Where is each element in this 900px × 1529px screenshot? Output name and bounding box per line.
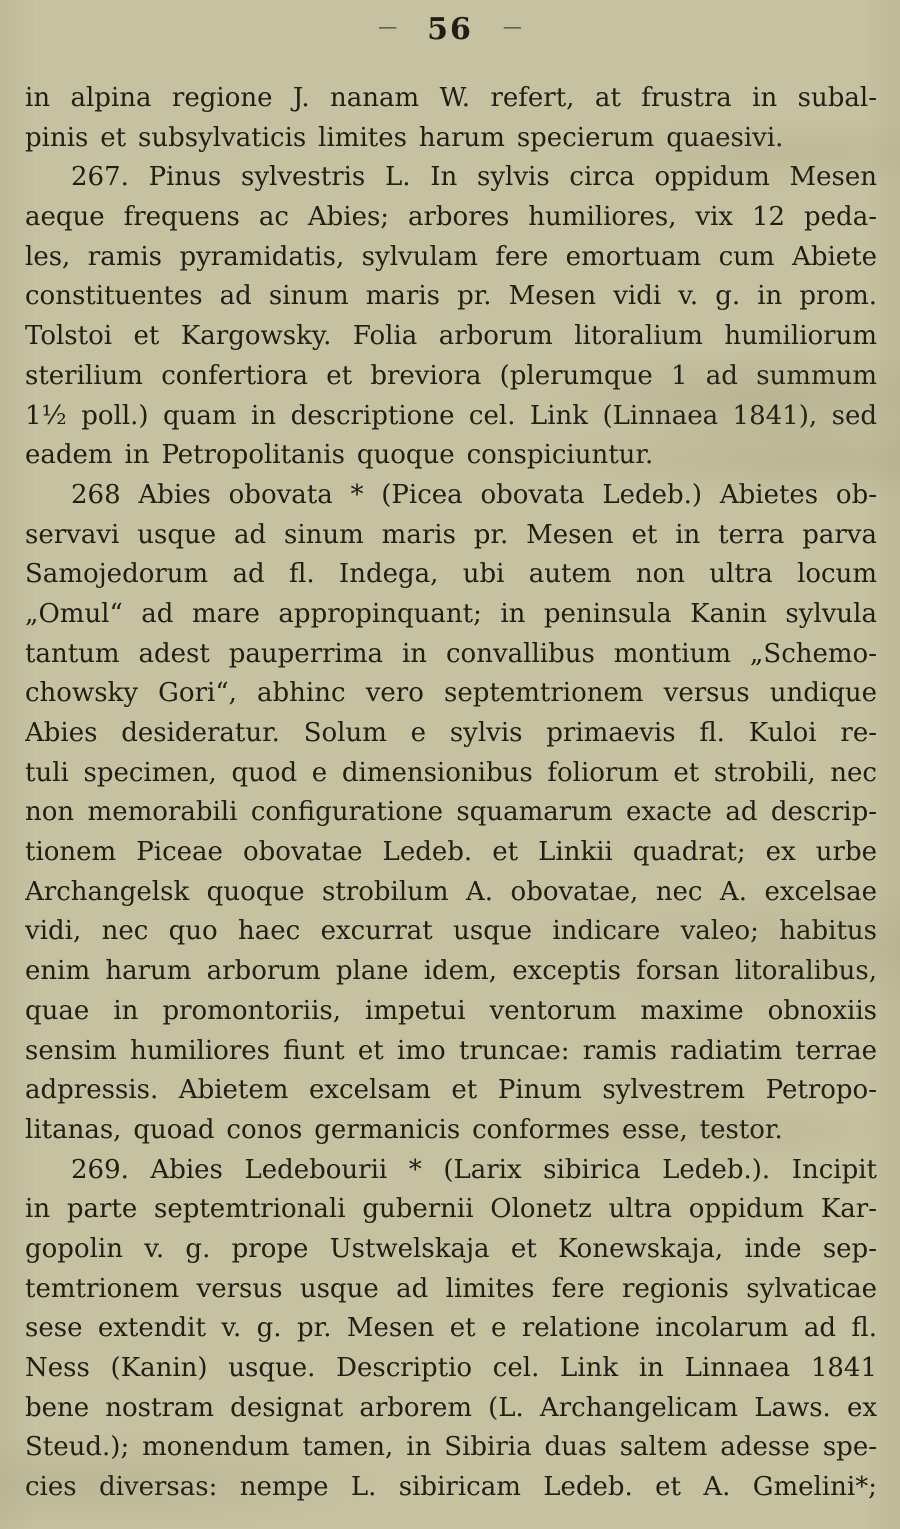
text-line: 267. Pinus sylvestris L. In sylvis circa oppidum Mesen	[71, 162, 877, 193]
text-line: Ness (Kanin) usque. Descriptio cel. Link in Linnaea 1841	[25, 1353, 877, 1383]
header-dash-right: —	[502, 15, 522, 38]
text-line: adpressis. Abietem excelsam et Pinum sylvestrem Petropo-	[25, 1075, 877, 1106]
text-line: in parte septemtrionali gubernii Olonetz ultra oppidum Kar-	[25, 1194, 877, 1225]
text-line: servavi usque ad sinum maris pr. Mesen et in terra parva	[25, 519, 877, 550]
header-dash-left: —	[378, 15, 398, 38]
page-header	[0, 12, 900, 47]
text-line: Abies desideratur. Solum e sylvis primaevis fl. Kuloi re-	[25, 718, 877, 748]
page-number: 56	[427, 12, 473, 47]
text-line: temtrionem versus usque ad limites fere regionis sylvaticae	[25, 1273, 877, 1304]
text-line: sese extendit v. g. pr. Mesen et e relatione incolarum ad fl.	[25, 1313, 877, 1344]
text-line: tantum adest pauperrima in convallibus montium „Schemo-	[25, 638, 877, 669]
text-line: quae in promontoriis, impetui ventorum maxime obnoxiis	[25, 995, 877, 1026]
text-line: „Omul“ ad mare appropinquant; in peninsula Kanin sylvula	[25, 598, 877, 629]
text-line: sterilium confertiora et breviora (plerumque 1 ad summum	[25, 360, 877, 391]
text-line: les, ramis pyramidatis, sylvulam fere emortuam cum Abiete	[25, 241, 877, 272]
text-line: sensim humiliores fiunt et imo truncae: ramis radiatim terrae	[25, 1035, 877, 1066]
text-line: pinis et subsylvaticis limites harum specierum quaesivi.	[25, 122, 784, 153]
text-line: gopolin v. g. prope Ustwelskaja et Konewskaja, inde sep-	[25, 1233, 877, 1264]
text-line: litanas, quoad conos germanicis conformes esse, testor.	[25, 1114, 783, 1145]
text-line: Steud.); monendum tamen, in Sibiria duas saltem adesse spe-	[25, 1432, 877, 1463]
text-line: non memorabili configuratione squamarum exacte ad descrip-	[25, 797, 877, 828]
text-line: tionem Piceae obovatae Ledeb. et Linkii quadrat; ex urbe	[25, 837, 877, 868]
text-line: 268 Abies obovata * (Picea obovata Ledeb.) Abietes ob-	[71, 479, 877, 510]
text-line: eadem in Petropolitanis quoque conspiciuntur.	[25, 440, 654, 471]
text-line: tuli specimen, quod e dimensionibus foliorum et strobili, nec	[25, 757, 877, 788]
text-line: bene nostram designat arborem (L. Archangelicam Laws. ex	[25, 1392, 877, 1423]
text-line: 1½ poll.) quam in descriptione cel. Link (Linnaea 1841), sed	[25, 400, 877, 431]
text-line: Tolstoi et Kargowsky. Folia arborum litoralium humiliorum	[25, 321, 877, 352]
text-line: 269. Abies Ledebourii * (Larix sibirica Ledeb.). Incipit	[71, 1154, 877, 1185]
text-line: aeque frequens ac Abies; arbores humiliores, vix 12 peda-	[25, 202, 877, 233]
text-line: Archangelsk quoque strobilum A. obovatae, nec A. excelsae	[25, 876, 877, 907]
text-line: constituentes ad sinum maris pr. Mesen vidi v. g. in prom.	[25, 281, 877, 312]
text-line: in alpina regione J. nanam W. refert, at frustra in subal-	[25, 83, 877, 113]
body-text	[25, 79, 877, 1508]
text-line: chowsky Gori“, abhinc vero septemtrionem versus undique	[25, 678, 877, 709]
text-line: Samojedorum ad fl. Indega, ubi autem non ultra locum	[25, 559, 877, 590]
text-line: enim harum arborum plane idem, exceptis forsan litoralibus,	[25, 956, 877, 987]
text-line: vidi, nec quo haec excurrat usque indicare valeo; habitus	[25, 916, 877, 947]
text-line: cies diversas: nempe L. sibiricam Ledeb. et A. Gmelini*;	[25, 1472, 877, 1503]
